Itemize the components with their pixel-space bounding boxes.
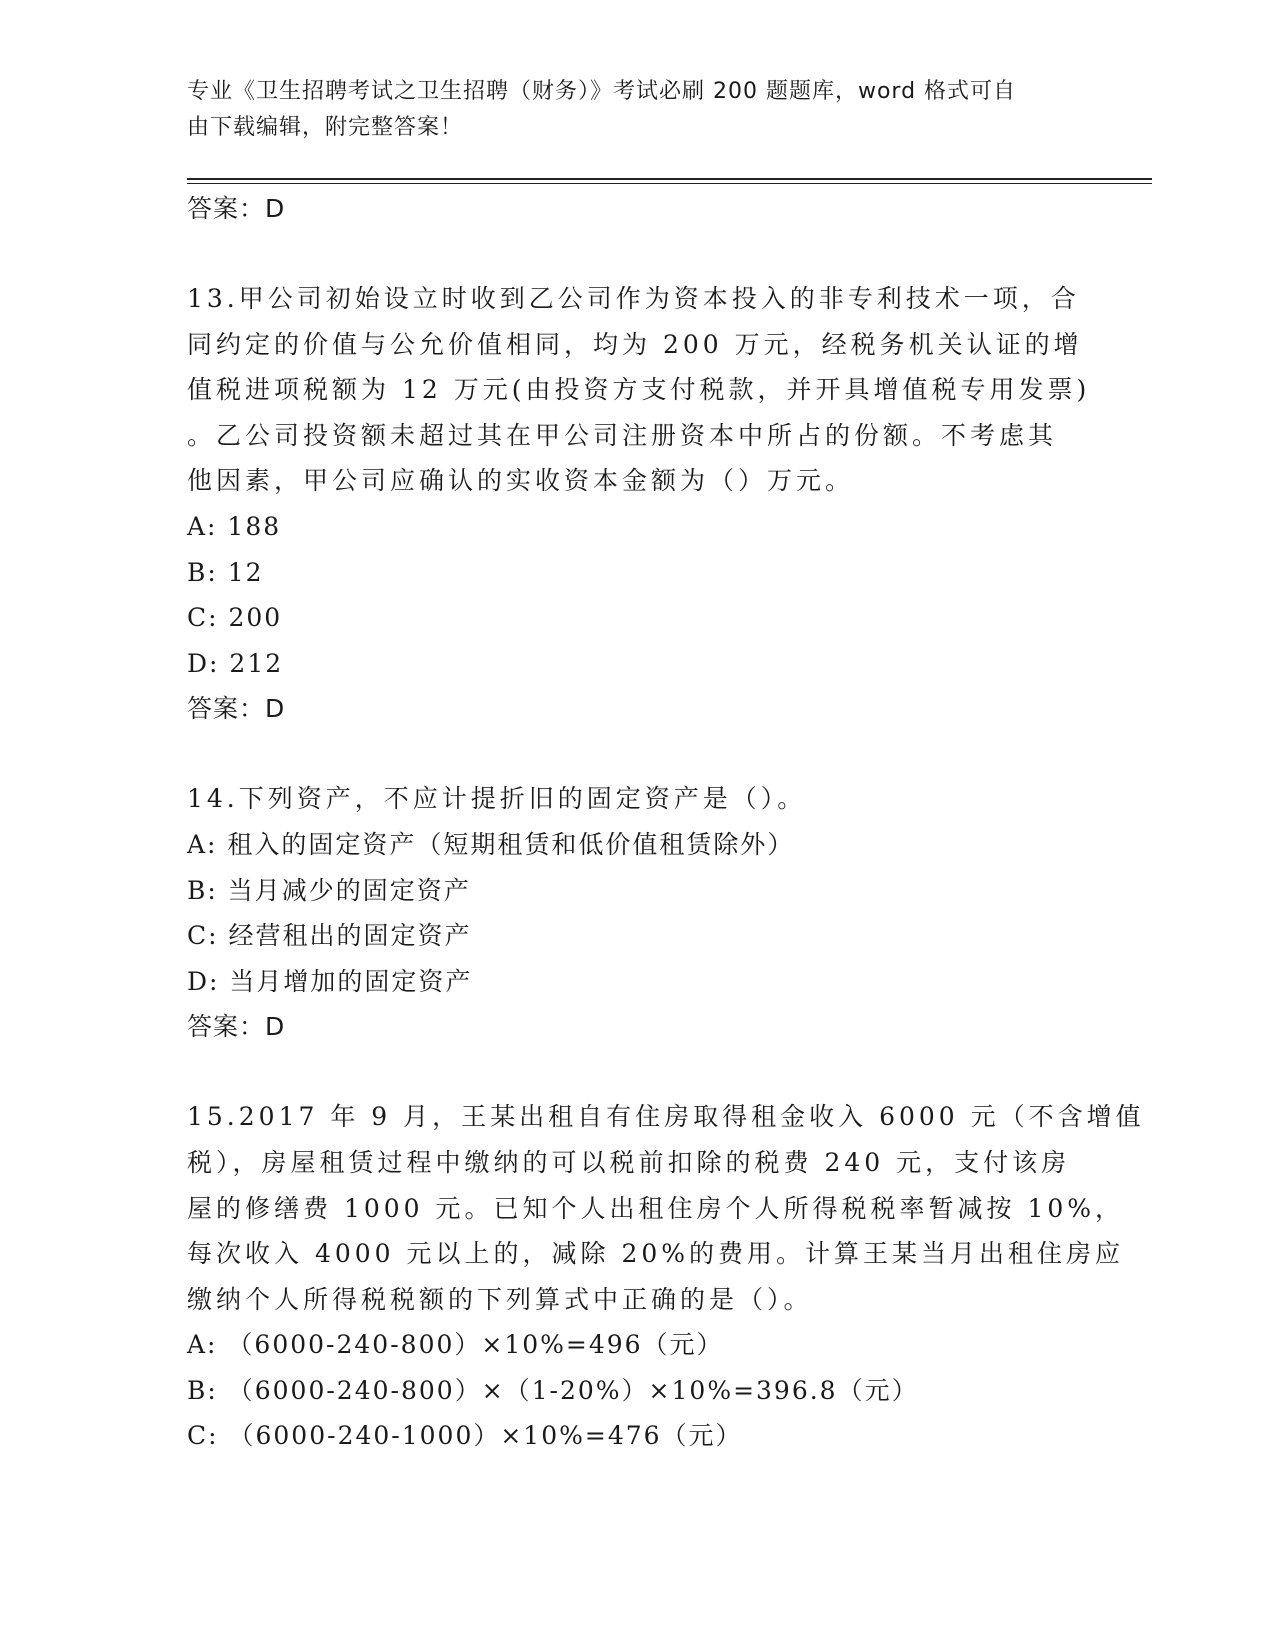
stem-line: 同约定的价值与公允价值相同，均为 200 万元，经税务机关认证的增 — [187, 329, 1083, 359]
question-14 — [187, 776, 1087, 1050]
document-header — [187, 74, 1067, 146]
stem-line: 每次收入 4000 元以上的，减除 20%的费用。计算王某当月出租住房应 — [187, 1239, 1125, 1269]
header-line: 专业《卫生招聘考试之卫生招聘（财务）》考试必刷 200 题题库，word 格式可自 — [187, 79, 1017, 104]
stem-line: 值税进项税额为 12 万元(由投资方支付税款，并开具增值税专用发票) — [187, 375, 1091, 405]
answer-line: 答案：D — [187, 1012, 286, 1042]
stem-line: 屋的修缮费 1000 元。已知个人出租住房个人所得税税率暂减按 10%， — [187, 1193, 1125, 1223]
question-13 — [187, 276, 1091, 732]
answer-line: 答案：D — [187, 194, 286, 223]
option-d: D: 当月增加的固定资产 — [187, 966, 473, 996]
stem-line: 他因素，甲公司应确认的实收资本金额为（）万元。 — [187, 466, 855, 496]
question-stem — [187, 776, 1087, 822]
option-a: A: 188 — [187, 511, 282, 541]
option-c: C: （6000-240-1000）×10%=476（元） — [187, 1421, 743, 1451]
stem-line: 14.下列资产，不应计提折旧的固定资产是（）。 — [187, 784, 807, 814]
stem-line: 。乙公司投资额未超过其在甲公司注册资本中所占的份额。不考虑其 — [187, 420, 1058, 450]
question-list — [187, 186, 1145, 1459]
option-b: B: 12 — [187, 557, 264, 587]
option-d: D: 212 — [187, 648, 284, 678]
option-a: A: 租入的固定资产（短期租赁和低价值租赁除外） — [187, 829, 795, 859]
header-divider-thin — [187, 183, 1152, 184]
stem-line: 15.2017 年 9 月，王某出租自有住房取得租金收入 6000 元（不含增值 — [187, 1102, 1145, 1132]
question-stem — [187, 276, 1091, 504]
option-b: B: 当月减少的固定资产 — [187, 875, 471, 905]
header-divider-thick — [187, 178, 1152, 180]
stem-line: 税），房屋租赁过程中缴纳的可以税前扣除的税费 240 元，支付该房 — [187, 1147, 1071, 1177]
stem-line: 13.甲公司初始设立时收到乙公司作为资本投入的非专利技术一项，合 — [187, 284, 1080, 313]
option-b: B: （6000-240-800）×（1-20%）×10%=396.8（元） — [187, 1375, 919, 1405]
header-line: 由下载编辑，附完整答案！ — [187, 115, 464, 140]
question-stem — [187, 1094, 1145, 1322]
option-a: A: （6000-240-800）×10%=496（元） — [187, 1330, 724, 1360]
question-15 — [187, 1094, 1145, 1459]
option-c: C: 经营租出的固定资产 — [187, 921, 472, 951]
answer-line: 答案：D — [187, 694, 286, 724]
option-c: C: 200 — [187, 603, 283, 633]
stem-line: 缴纳个人所得税税额的下列算式中正确的是（）。 — [187, 1284, 813, 1314]
